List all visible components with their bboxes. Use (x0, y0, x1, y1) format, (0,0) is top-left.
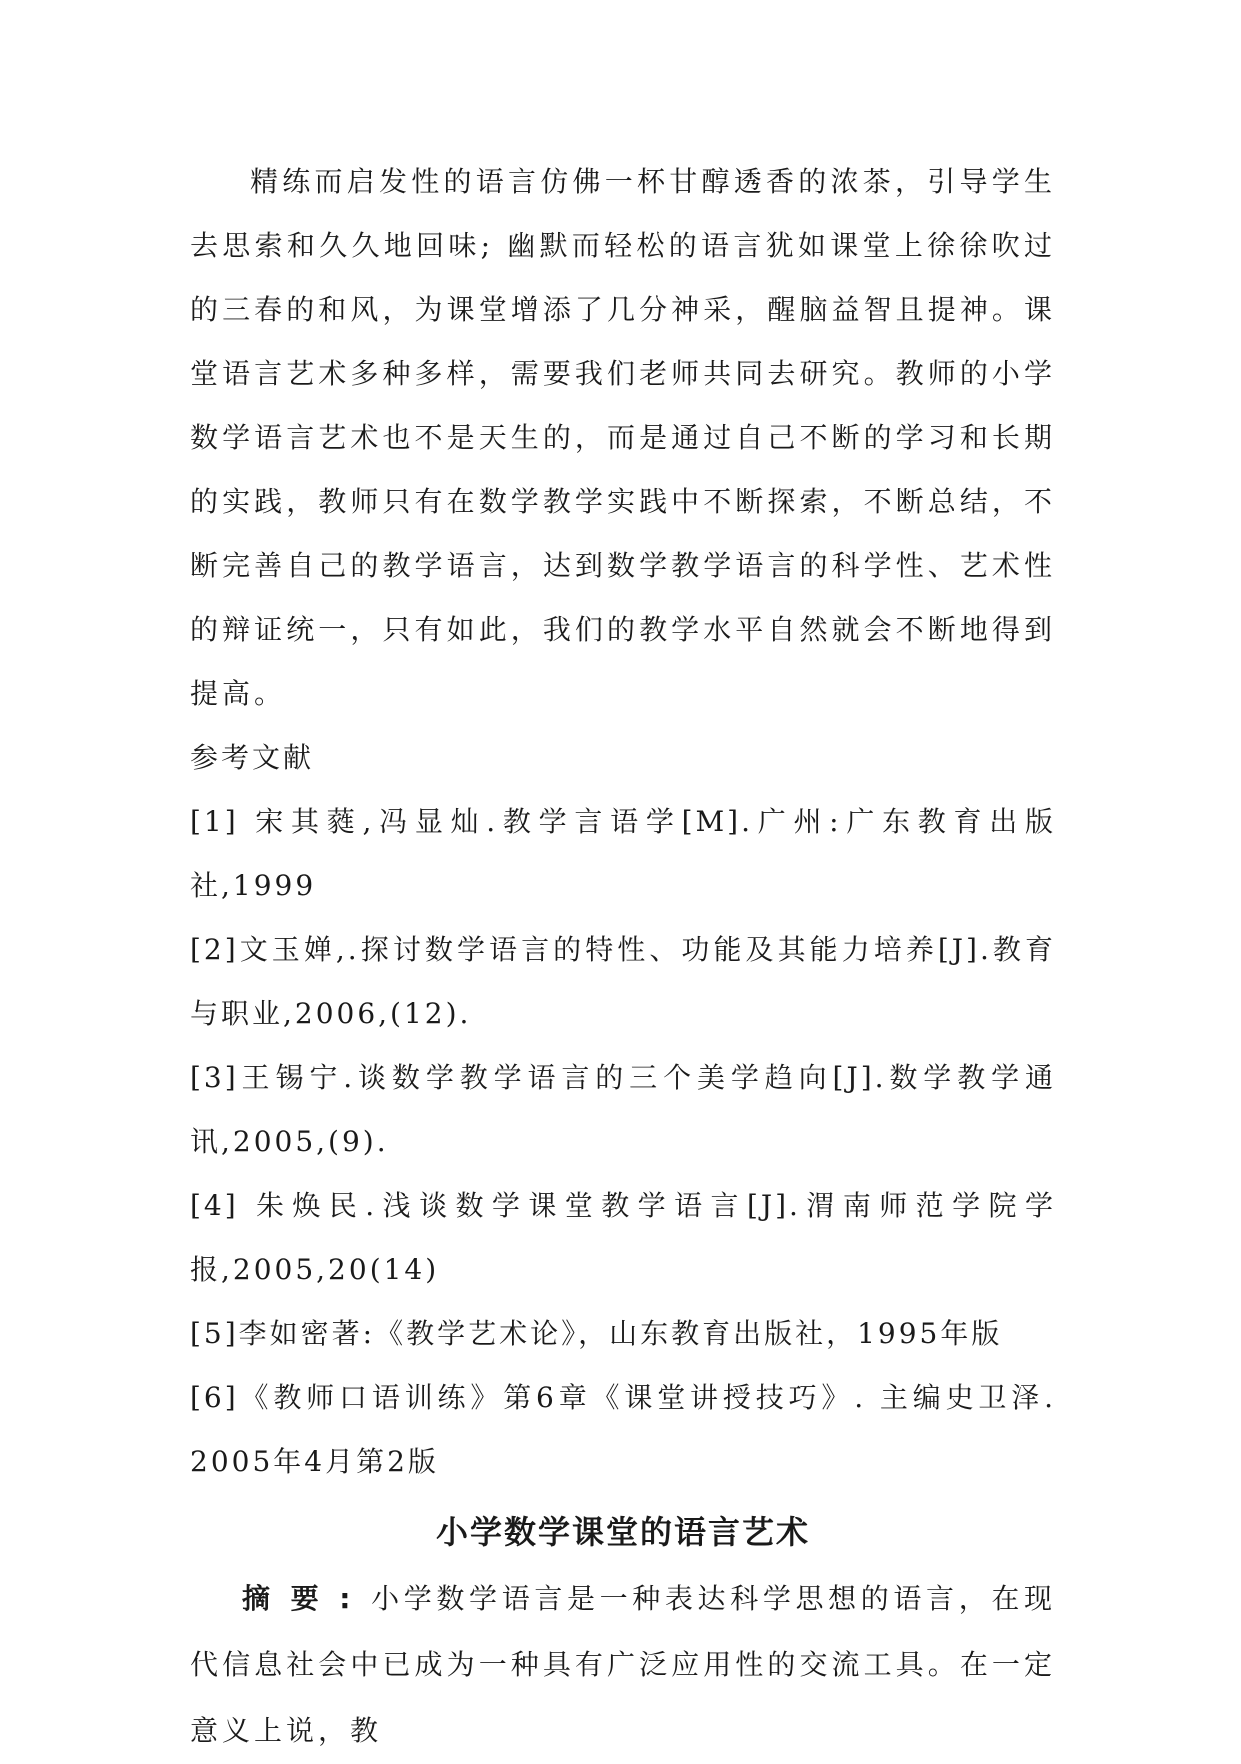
reference-item: [1] 宋其蕤,冯显灿.教学言语学[M].广州:广东教育出版社,1999 (190, 805, 1056, 902)
reference-item: [2]文玉婵,.探讨数学语言的特性、功能及其能力培养[J].教育与职业,2006,(12). (190, 933, 1056, 1030)
document-page (190, 150, 1056, 1764)
abstract-paragraph (190, 1566, 1056, 1764)
abstract-text: 小学数学语言是一种表达科学思想的语言，在现代信息社会中已成为一种具有广泛应用性的交流工具。在一定意义上说，教 (190, 1582, 1056, 1747)
body-paragraph: 精练而启发性的语言仿佛一杯甘醇透香的浓茶，引导学生去思索和久久地回味; 幽默而轻松的语言犹如课堂上徐徐吹过的三春的和风，为课堂增添了几分神采，醒脑益智且提神。课堂语言艺术多种多样，需要我们老师共同去研究。教师的小学数学语言艺术也不是天生的，而是通过自己不断的学习和长期的实践，教师只有在数学教学实践中不断探索，不断总结，不断完善自己的教学语言，达到数学教学语言的科学性、艺术性的辩证统一，只有如此，我们的教学水平自然就会不断地得到提高。 (190, 165, 1056, 710)
reference-item: [5]李如密著:《教学艺术论》，山东教育出版社，1995年版 (190, 1317, 1003, 1350)
article-title: 小学数学课堂的语言艺术 (435, 1513, 810, 1551)
reference-item: [3]王锡宁.谈数学教学语言的三个美学趋向[J].数学教学通讯,2005,(9). (190, 1061, 1056, 1158)
references-list (190, 790, 1056, 1494)
reference-item: [4] 朱焕民.浅谈数学课堂教学语言[J].渭南师范学院学报,2005,20(14) (190, 1189, 1056, 1286)
abstract-label: 摘要: (242, 1582, 371, 1615)
reference-item: [6]《教师口语训练》第6章《课堂讲授技巧》. 主编史卫泽. 2005年4月第2版 (190, 1381, 1056, 1478)
references-heading: 参考文献 (190, 741, 315, 774)
